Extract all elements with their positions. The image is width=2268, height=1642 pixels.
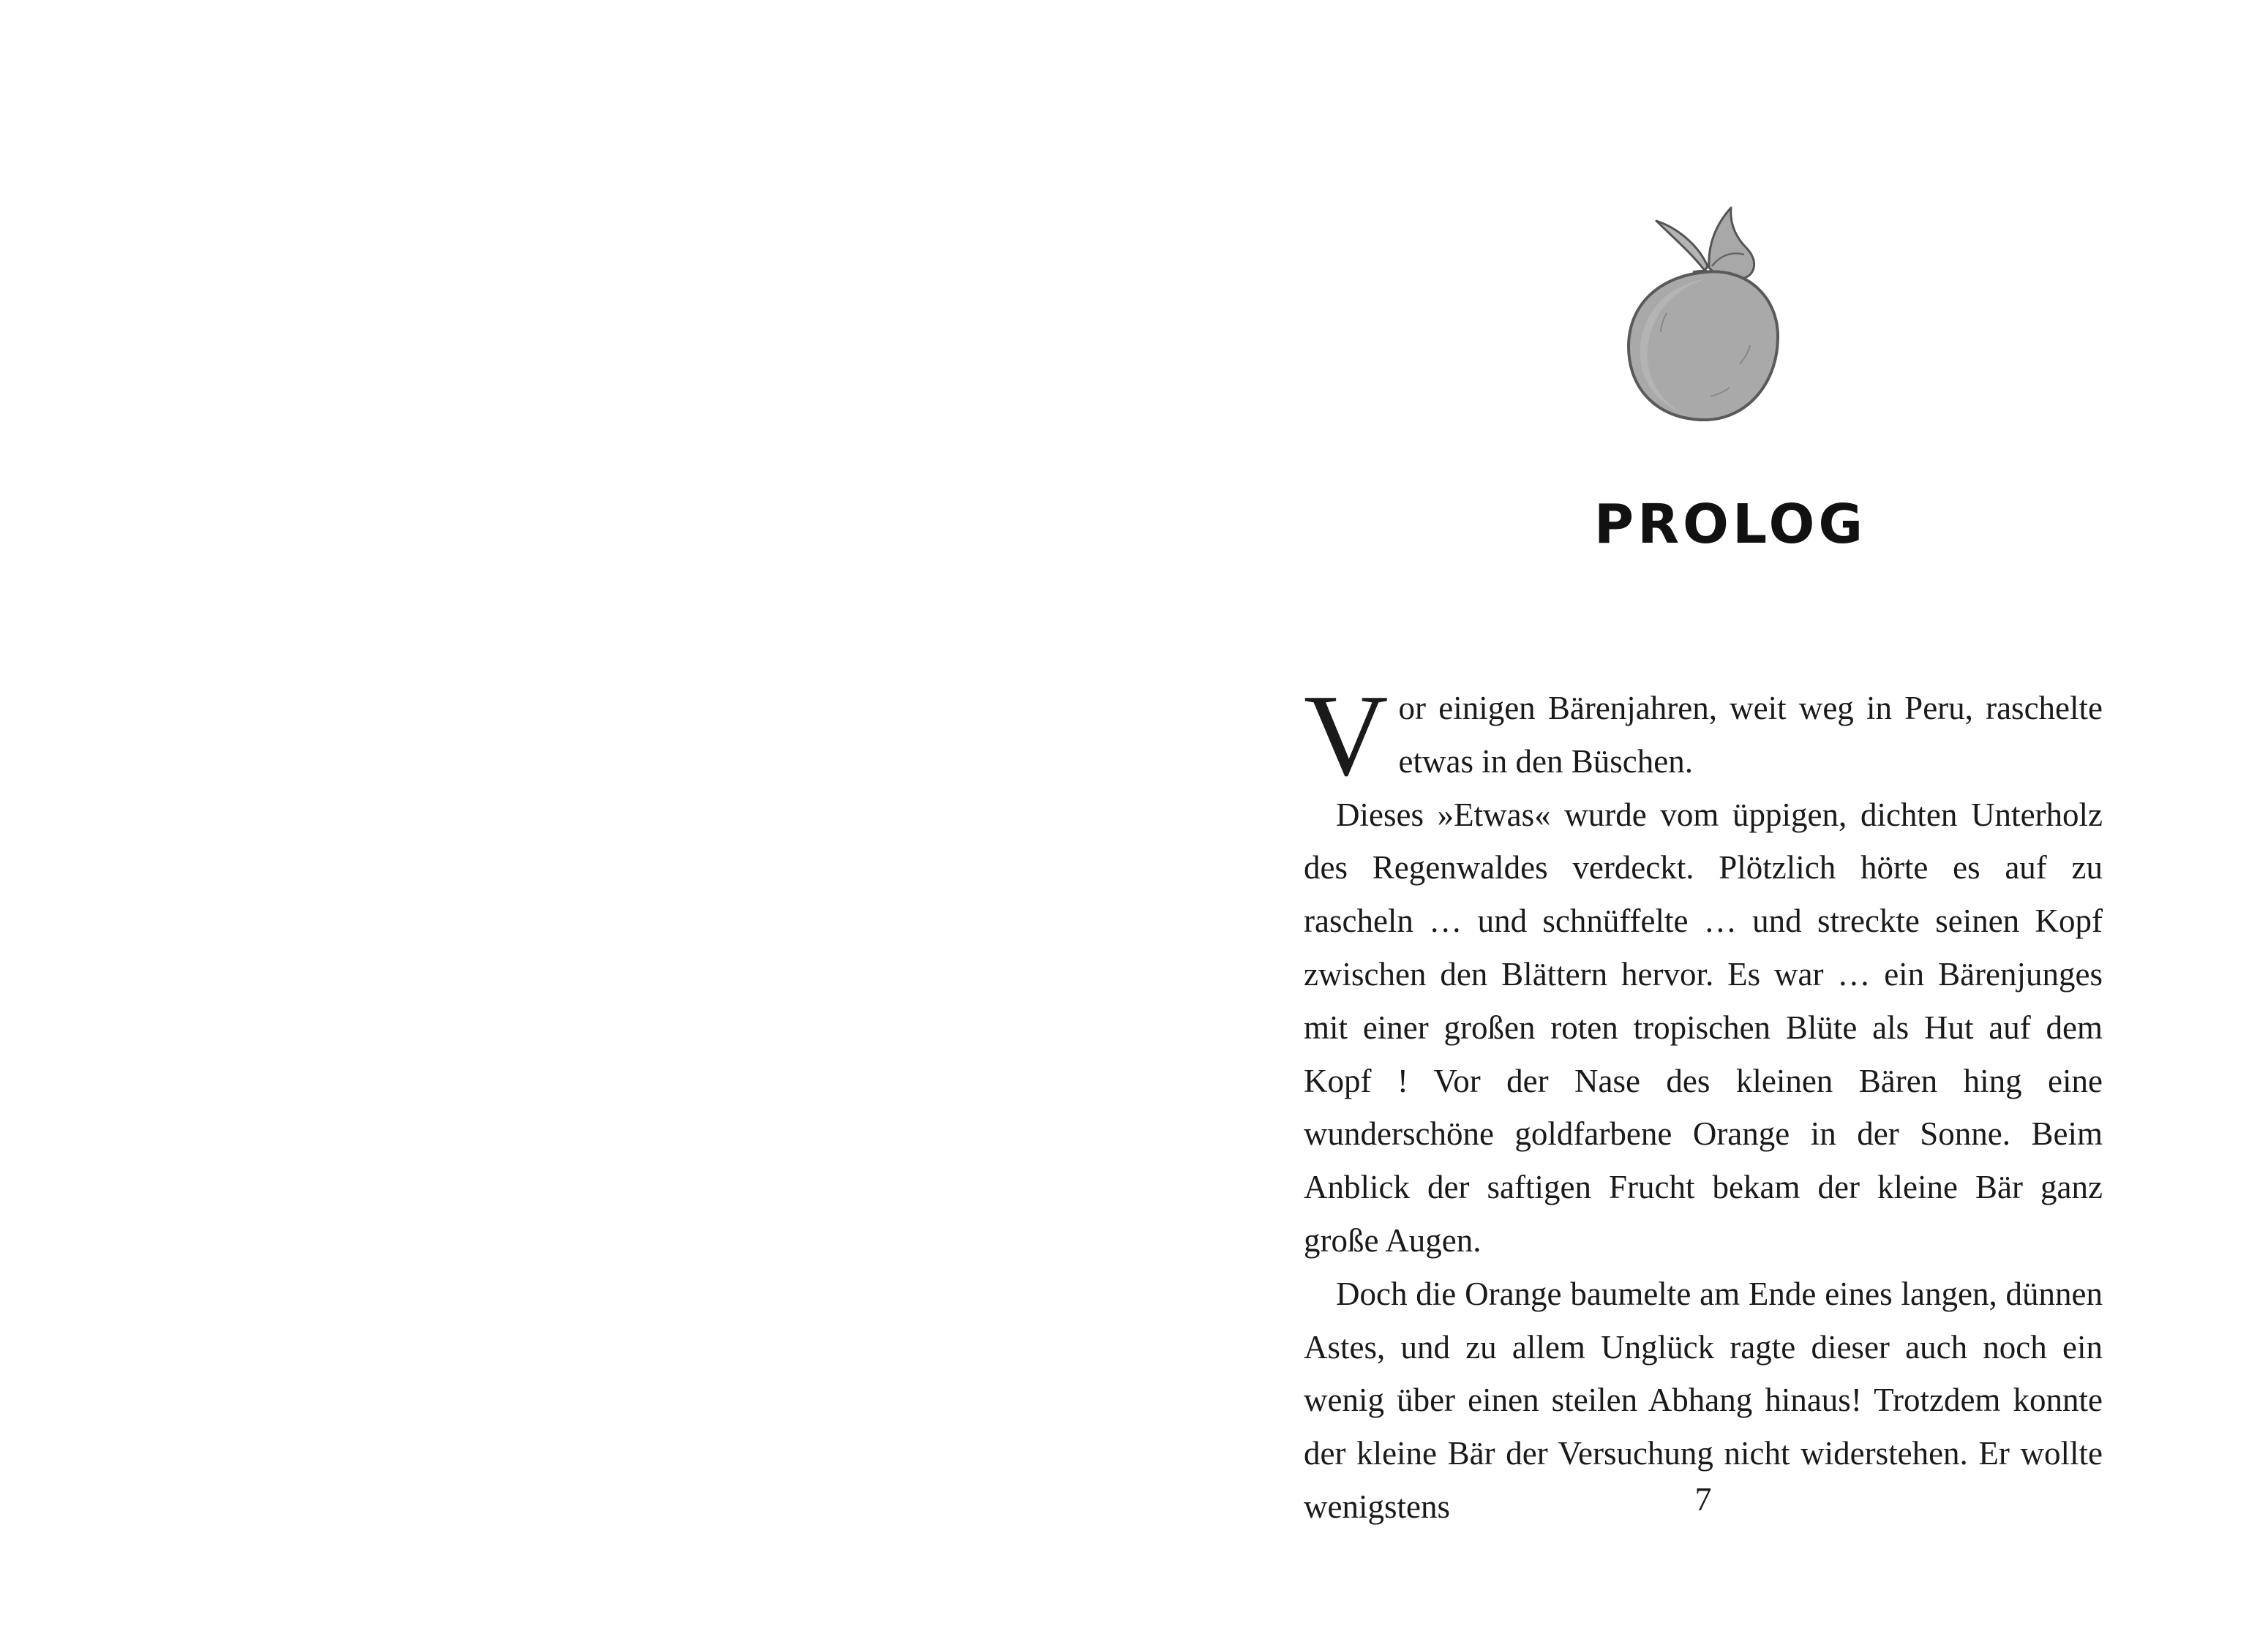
drop-cap: V	[1304, 670, 1389, 800]
paragraph	[1304, 670, 2103, 800]
orange-fruit-icon	[1623, 203, 1791, 430]
paragraph-text: or einigen Bärenjahren, weit weg in Peru, raschelte etwas in den Büschen.	[1398, 690, 2103, 780]
paragraph: Dieses »Etwas« wurde vom üppigen, dichten Unterholz des Regenwaldes verdeckt. Plötzlich hörte es auf zu rascheln … und schnüffelte … und streckte seinen Kopf zwischen den Blättern hervor. Es war … ein Bärenjunges mit einer großen roten tropischen Blüte als Hut auf dem Kopf ! Vor der Nase des kleinen Bären hing eine wunderschöne goldfarbene Orange in der Sonne. Beim Anblick der saftigen Frucht bekam der kleine Bär ganz große Augen.	[1304, 796, 2103, 1259]
body-text	[1304, 670, 2103, 1534]
page-number: 7	[1694, 1480, 1712, 1518]
chapter-title: PROLOG	[1593, 493, 1867, 556]
paragraph: Doch die Orange baumelte am Ende eines langen, dünnen Astes, und zu allem Unglück ragte dieser auch noch ein wenig über einen steilen Abhang hinaus! Trotzdem konnte der kleine Bär der Versuchung nicht widerstehen. Er wollte wenigstens	[1304, 1275, 2103, 1525]
